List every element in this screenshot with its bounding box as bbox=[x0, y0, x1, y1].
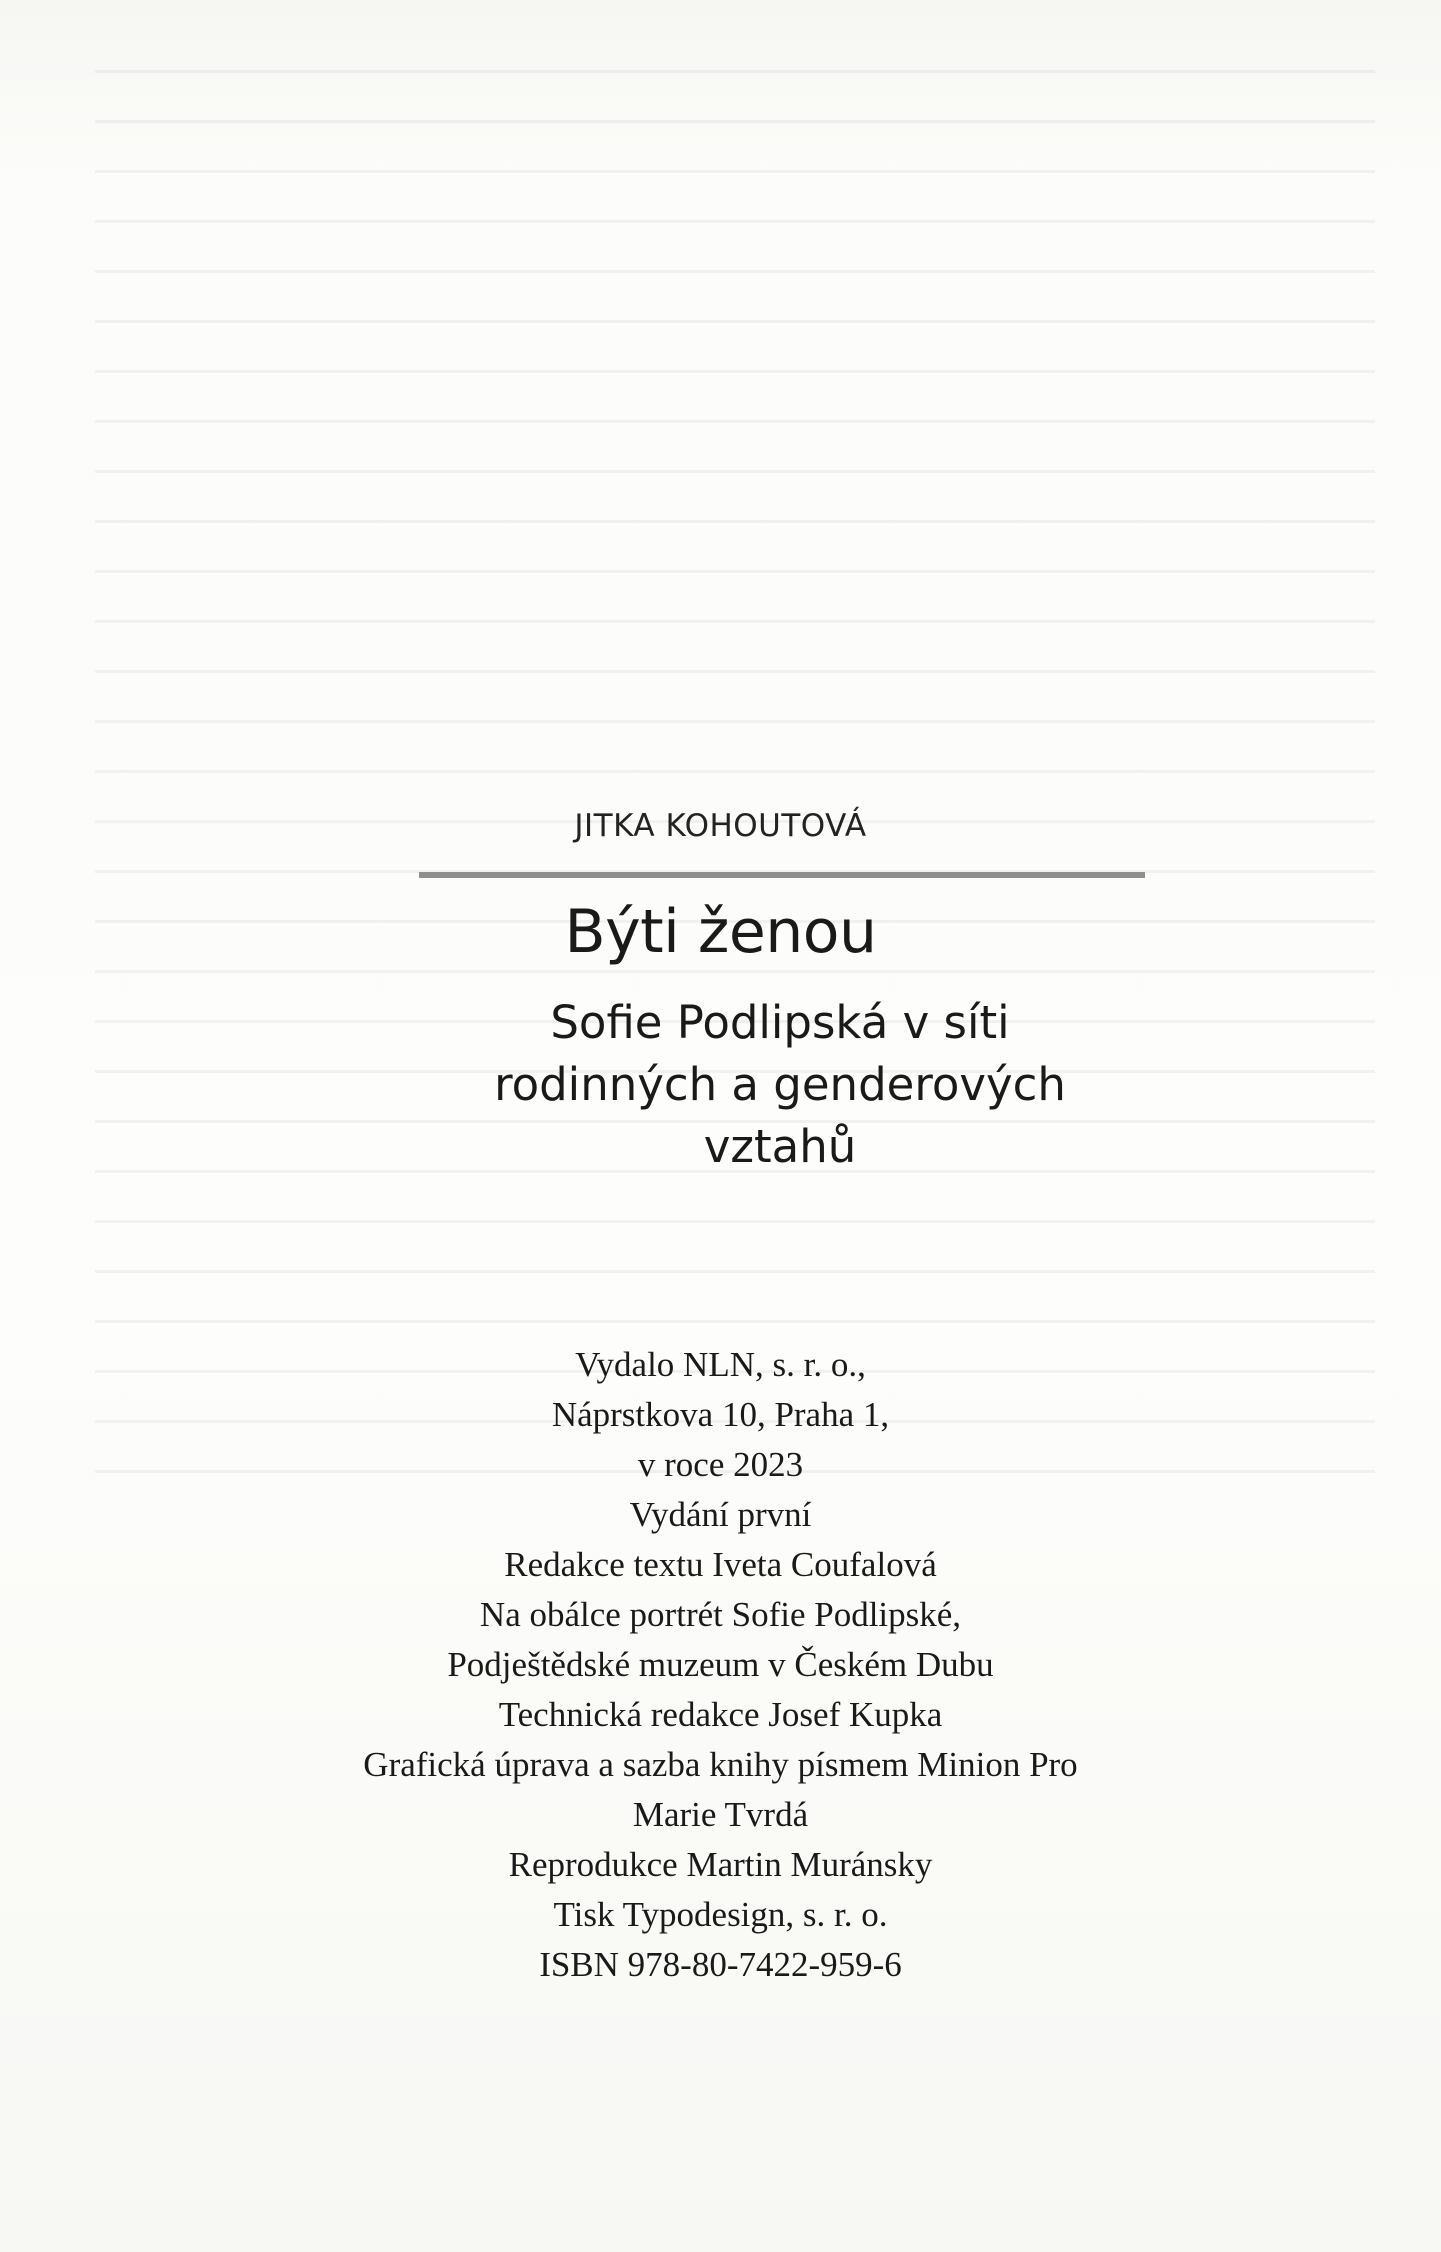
imprint-line: Podještědské muzeum v Českém Dubu bbox=[447, 1645, 994, 1684]
subtitle-line: Sofie Podlipská v síti bbox=[550, 996, 1010, 1049]
imprint-line: Na obálce portrét Sofie Podlipské, bbox=[479, 1595, 962, 1634]
book-title: Býti ženou bbox=[564, 897, 877, 967]
imprint-line: Náprstkova 10, Praha 1, bbox=[551, 1395, 890, 1434]
book-subtitle bbox=[360, 992, 1200, 1178]
author-name: JITKA KOHOUTOVÁ bbox=[574, 808, 867, 844]
imprint-line: Vydalo NLN, s. r. o., bbox=[575, 1345, 866, 1384]
imprint-line: Marie Tvrdá bbox=[632, 1795, 809, 1834]
imprint-line: Redakce textu Iveta Coufalová bbox=[504, 1545, 937, 1584]
isbn-line: ISBN 978-80-7422-959-6 bbox=[539, 1945, 902, 1984]
imprint-block bbox=[0, 1340, 1441, 1990]
subtitle-line: rodinných a genderových bbox=[494, 1058, 1066, 1111]
imprint-line: v roce 2023 bbox=[637, 1445, 804, 1484]
show-through-text-background bbox=[95, 40, 1375, 1480]
imprint-line: Tisk Typodesign, s. r. o. bbox=[553, 1895, 888, 1934]
title-divider bbox=[419, 872, 1145, 878]
subtitle-line: vztahů bbox=[703, 1120, 857, 1173]
imprint-line: Vydání první bbox=[629, 1495, 812, 1534]
imprint-line: Technická redakce Josef Kupka bbox=[498, 1695, 943, 1734]
imprint-line: Grafická úprava a sazba knihy písmem Minion Pro bbox=[363, 1745, 1078, 1784]
imprint-line: Reprodukce Martin Muránsky bbox=[508, 1845, 933, 1884]
